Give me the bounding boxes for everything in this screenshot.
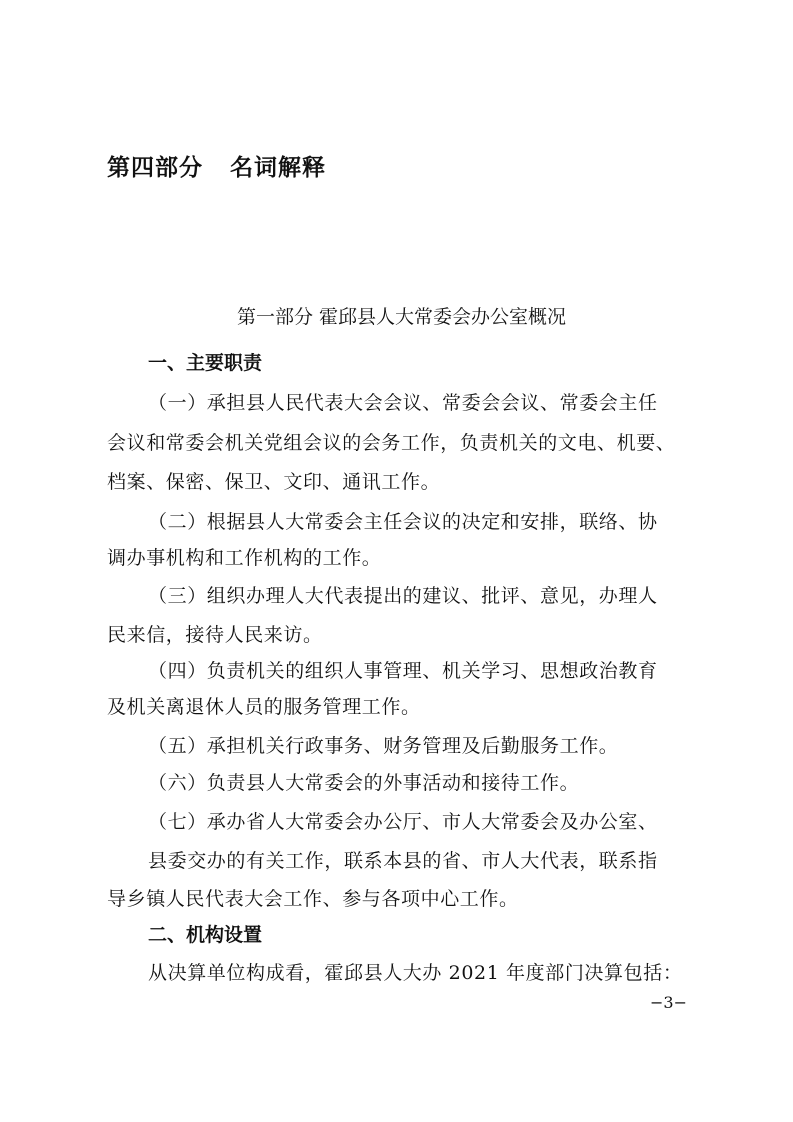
heading-main-duties: 一、主要职责 [148, 352, 263, 374]
heading-org-setup: 二、机构设置 [148, 924, 263, 946]
duty-item-3-line-1: （三）组织办理人大代表提出的建议、批评、意见，办理人 [148, 585, 658, 607]
section-title: 第一部分 霍邱县人大常委会办公室概况 [236, 306, 567, 328]
duty-item-7-line-1: （七）承办省人大常委会办公厅、市人大常委会及办公室、 [148, 811, 658, 833]
duty-item-1-line-2: 会议和常委会机关党组会议的会务工作，负责机关的文电、机要、 [107, 432, 676, 454]
duty-item-4-line-1: （四）负责机关的组织人事管理、机关学习、思想政治教育 [148, 660, 658, 682]
page-number: −3− [650, 993, 687, 1012]
duty-item-2-line-2: 调办事机构和工作机构的工作。 [107, 547, 382, 569]
duty-item-1-line-1: （一）承担县人民代表大会会议、常委会会议、常委会主任 [148, 392, 658, 414]
duty-item-2-line-1: （二）根据县人大常委会主任会议的决定和安排，联络、协 [148, 511, 658, 533]
duty-item-6-line-1: （六）负责县人大常委会的外事活动和接待工作。 [148, 772, 580, 794]
duty-item-4-line-2: 及机关离退休人员的服务管理工作。 [107, 696, 421, 718]
duty-item-5-line-1: （五）承担机关行政事务、财务管理及后勤服务工作。 [148, 735, 619, 757]
duty-item-7-line-2: 县委交办的有关工作，联系本县的省、市人大代表，联系指 [148, 850, 658, 872]
duty-item-7-line-3: 导乡镇人民代表大会工作、参与各项中心工作。 [107, 888, 519, 910]
org-setup-text: 从决算单位构成看，霍邱县人大办 2021 年度部门决算包括： [148, 962, 683, 984]
duty-item-3-line-2: 民来信，接待人民来访。 [107, 624, 323, 646]
top-heading: 第四部分 名词解释 [107, 155, 327, 181]
duty-item-1-line-3: 档案、保密、保卫、文印、通讯工作。 [107, 471, 441, 493]
